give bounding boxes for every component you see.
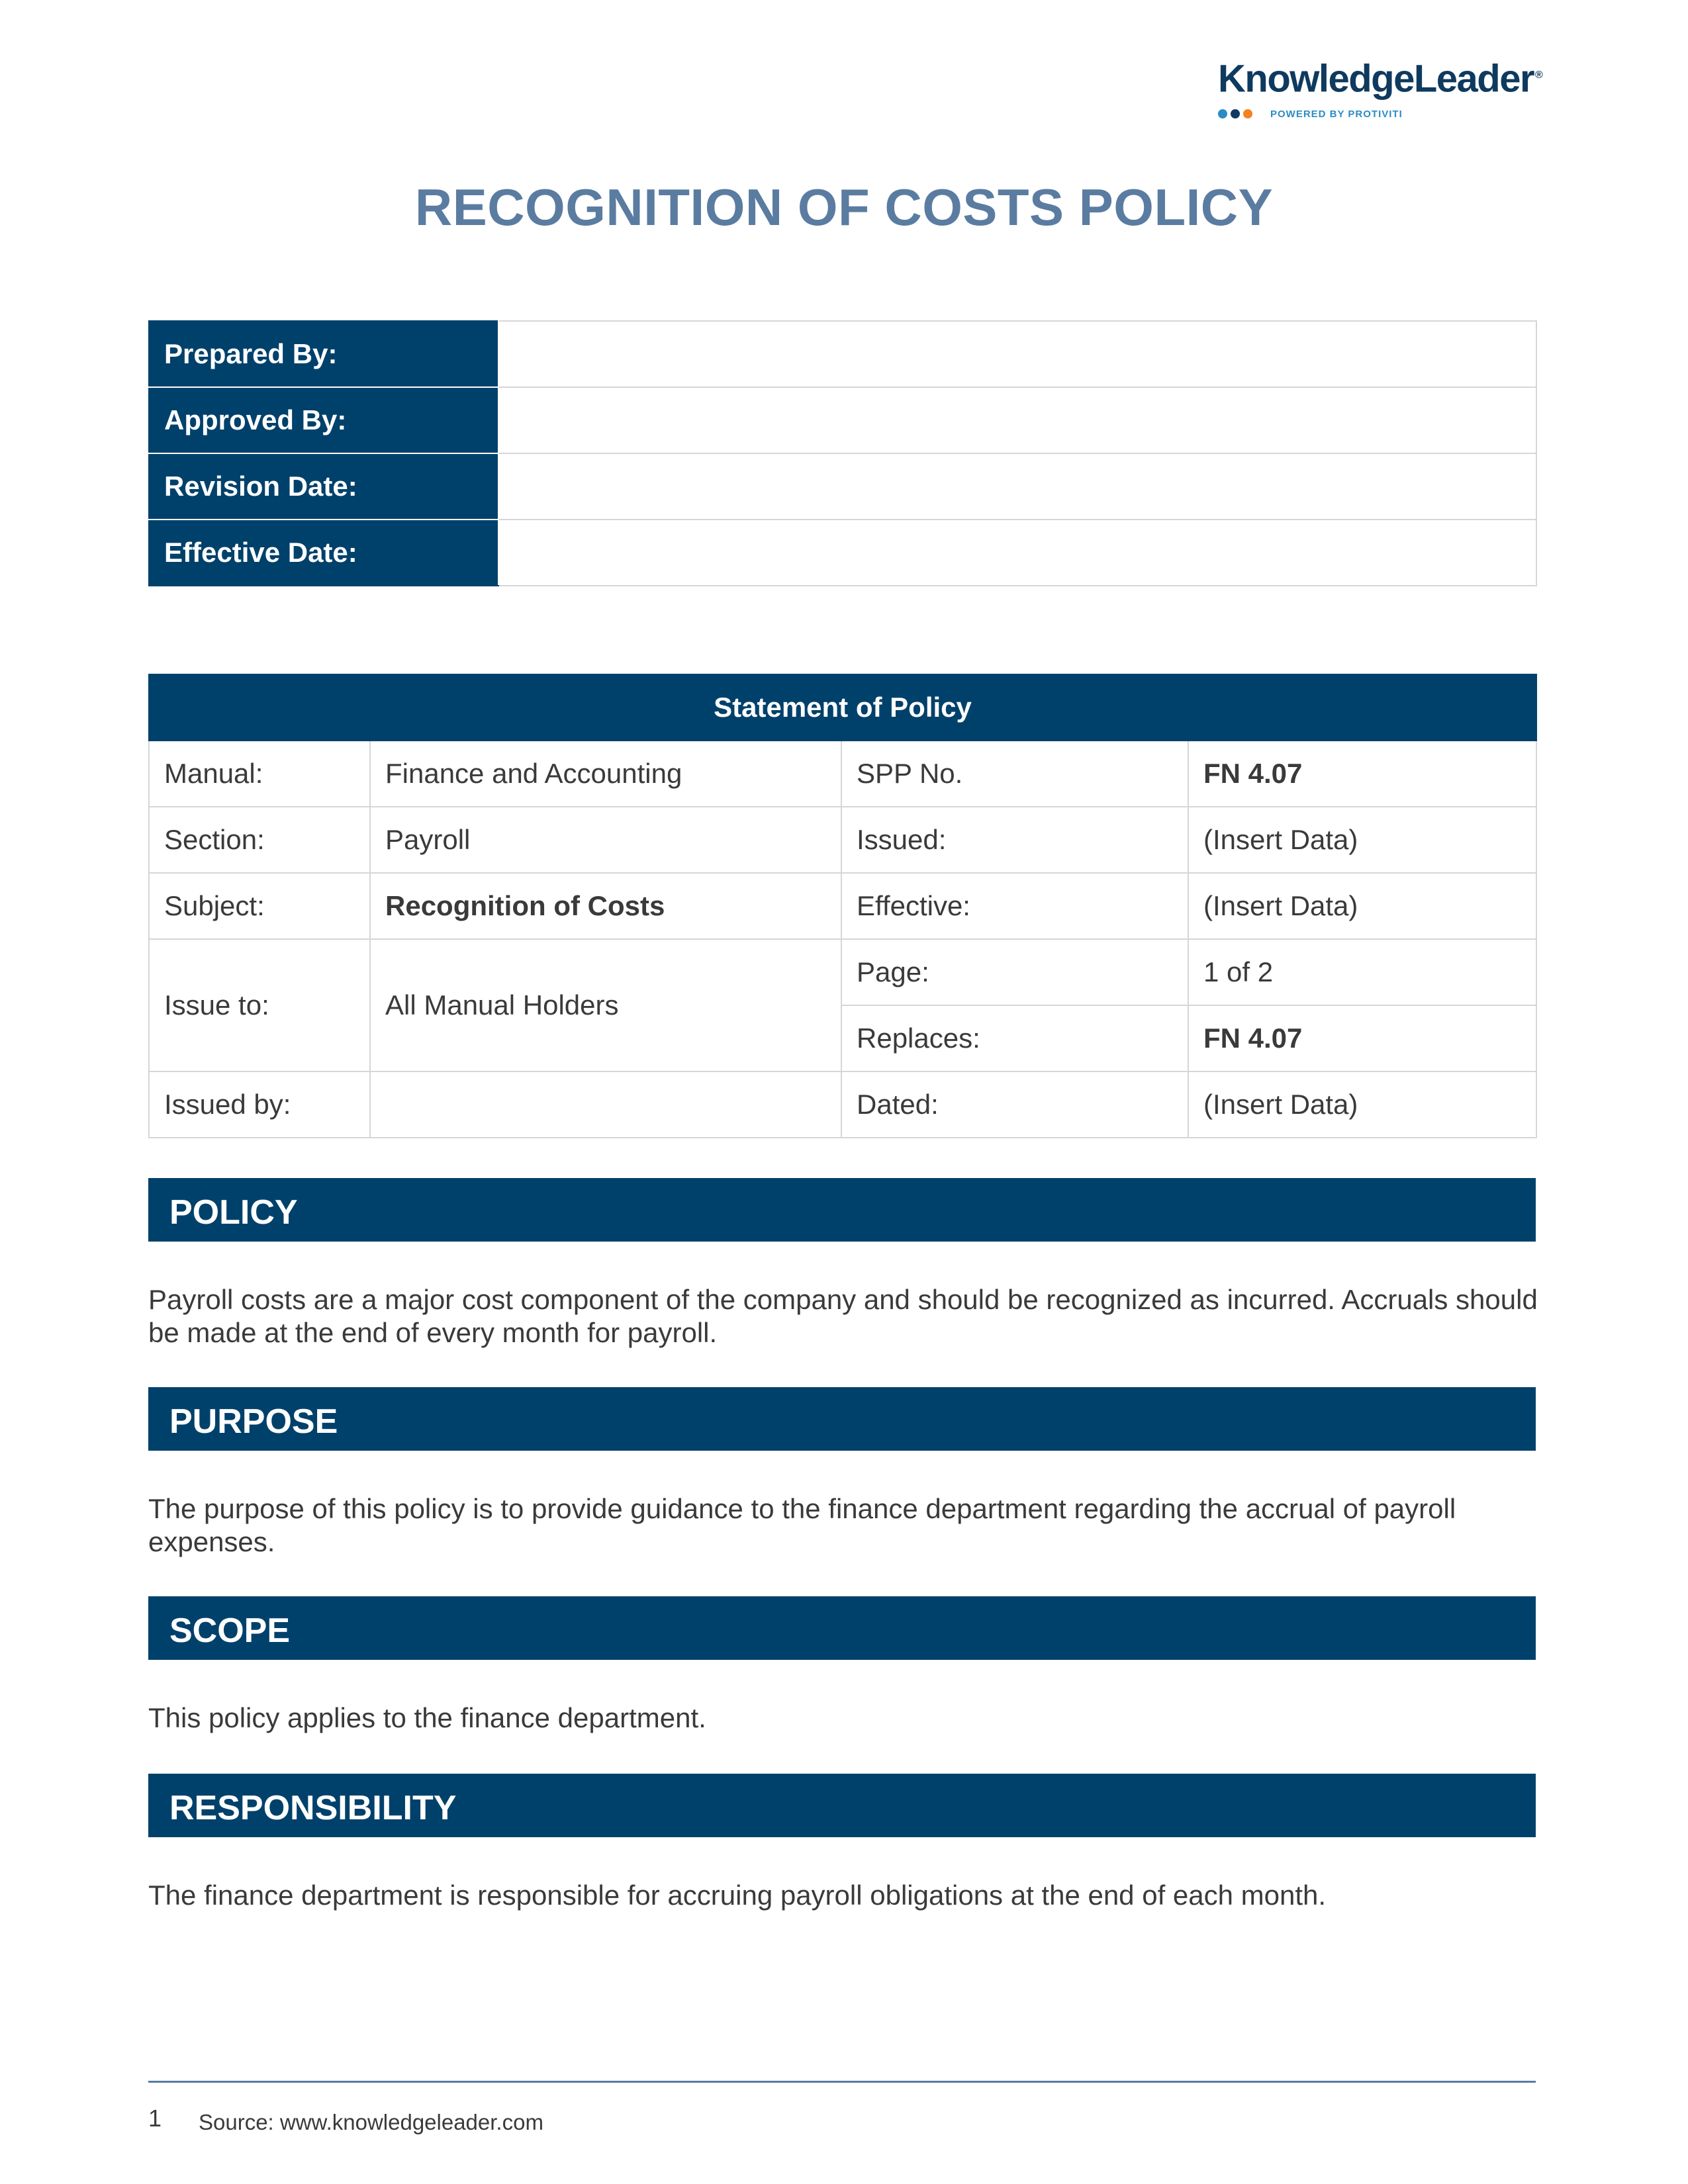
scope-text xyxy=(148,1702,1538,1735)
effective-date-field[interactable] xyxy=(498,520,1536,586)
issue-to-value: All Manual Holders xyxy=(370,939,841,1071)
approved-by-field[interactable] xyxy=(498,387,1536,453)
policy-heading: POLICY xyxy=(148,1178,1536,1242)
logo-dot-icon xyxy=(1243,109,1252,118)
effective-date-label: Effective Date: xyxy=(149,520,498,586)
purpose-text-line: expenses. xyxy=(148,1526,275,1557)
purpose-heading: PURPOSE xyxy=(148,1387,1536,1451)
approval-table xyxy=(148,320,1537,586)
section-label: Section: xyxy=(149,807,370,873)
table-row xyxy=(149,321,1536,387)
table-row xyxy=(149,741,1536,807)
spp-value: FN 4.07 xyxy=(1188,741,1536,807)
statement-header: Statement of Policy xyxy=(149,674,1536,741)
policy-text xyxy=(148,1283,1538,1349)
responsibility-heading: RESPONSIBILITY xyxy=(148,1774,1536,1837)
table-row xyxy=(149,873,1536,939)
footer-divider xyxy=(148,2081,1536,2083)
revision-date-field[interactable] xyxy=(498,453,1536,520)
dated-value: (Insert Data) xyxy=(1188,1071,1536,1138)
issued-by-value[interactable] xyxy=(370,1071,841,1138)
page-value: 1 of 2 xyxy=(1188,939,1536,1005)
manual-label: Manual: xyxy=(149,741,370,807)
logo-dot-icon xyxy=(1218,109,1227,118)
prepared-by-label: Prepared By: xyxy=(149,321,498,387)
dated-label: Dated: xyxy=(841,1071,1188,1138)
logo-name: KnowledgeLeader xyxy=(1218,57,1534,101)
statement-of-policy-table xyxy=(148,674,1537,1138)
purpose-text-line: The purpose of this policy is to provide guidance to the finance department regarding the accrual of payroll xyxy=(148,1493,1456,1524)
manual-value: Finance and Accounting xyxy=(370,741,841,807)
table-row xyxy=(149,807,1536,873)
document-title: RECOGNITION OF COSTS POLICY xyxy=(414,178,1274,236)
table-row xyxy=(149,939,1536,1005)
issued-label: Issued: xyxy=(841,807,1188,873)
scope-text-line: This policy applies to the finance department. xyxy=(148,1702,706,1733)
approved-by-label: Approved By: xyxy=(149,387,498,453)
table-row xyxy=(149,387,1536,453)
prepared-by-field[interactable] xyxy=(498,321,1536,387)
issue-to-label: Issue to: xyxy=(149,939,370,1071)
spp-label: SPP No. xyxy=(841,741,1188,807)
policy-text-line: be made at the end of every month for payroll. xyxy=(148,1317,718,1348)
issued-by-label: Issued by: xyxy=(149,1071,370,1138)
logo-powered-by: POWERED BY PROTIVITI xyxy=(1270,108,1403,120)
replaces-value: FN 4.07 xyxy=(1188,1005,1536,1071)
responsibility-text xyxy=(148,1879,1538,1912)
effective-value: (Insert Data) xyxy=(1188,873,1536,939)
revision-date-label: Revision Date: xyxy=(149,453,498,520)
page-number: 1 xyxy=(148,2105,162,2132)
responsibility-text-line: The finance department is responsible for accruing payroll obligations at the end of each month. xyxy=(148,1880,1327,1911)
knowledgeleader-logo xyxy=(1218,56,1542,120)
page-label: Page: xyxy=(841,939,1188,1005)
subject-value: Recognition of Costs xyxy=(370,873,841,939)
table-row xyxy=(149,1071,1536,1138)
table-row xyxy=(149,453,1536,520)
policy-text-line: Payroll costs are a major cost component of the company and should be recognized as incurred. Accruals should xyxy=(148,1284,1538,1315)
scope-heading: SCOPE xyxy=(148,1596,1536,1660)
logo-trademark: ® xyxy=(1535,69,1542,81)
table-header-row xyxy=(149,674,1536,741)
replaces-label: Replaces: xyxy=(841,1005,1188,1071)
table-row xyxy=(149,520,1536,586)
footer-source: Source: www.knowledgeleader.com xyxy=(199,2110,543,2134)
subject-label: Subject: xyxy=(149,873,370,939)
purpose-text xyxy=(148,1492,1538,1559)
section-value: Payroll xyxy=(370,807,841,873)
effective-label: Effective: xyxy=(841,873,1188,939)
issued-value: (Insert Data) xyxy=(1188,807,1536,873)
logo-dot-icon xyxy=(1231,109,1240,118)
